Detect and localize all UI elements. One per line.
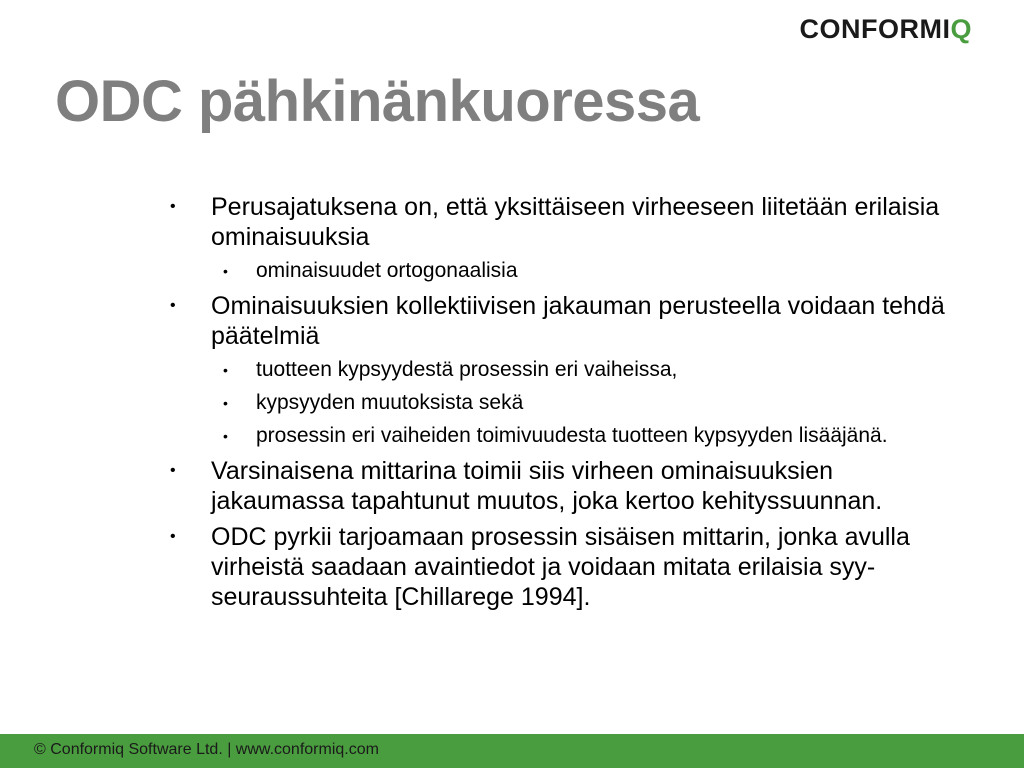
bullet-item	[170, 522, 960, 612]
bullet-dot-icon: •	[170, 297, 176, 314]
sub-bullet-text: kypsyyden muutoksista sekä	[256, 391, 524, 414]
bullet-text: ODC pyrkii tarjoamaan prosessin sisäisen mittarin, jonka avulla virheistä saadaan avaintiedot ja voidaan mitata erilaisia syy-seuraussuhteita [Chillarege 1994].	[211, 523, 910, 611]
bullet-dot-icon: •	[170, 198, 176, 215]
sub-bullet-item	[211, 258, 960, 284]
bullet-text: Perusajatuksena on, että yksittäiseen virheeseen liitetään erilaisia ominaisuuksia	[211, 193, 940, 251]
sub-bullet-item	[211, 390, 960, 416]
footer-copyright: © Conformiq Software Ltd. | www.conformiq.com	[34, 741, 379, 758]
sub-bullet-dot-icon: •	[223, 395, 228, 411]
bullet-dot-icon: •	[170, 528, 176, 545]
sub-bullet-list	[211, 357, 960, 449]
bullet-item	[170, 456, 960, 516]
conformiq-logo	[800, 14, 973, 45]
sub-bullet-dot-icon: •	[223, 428, 228, 444]
sub-bullet-dot-icon: •	[223, 362, 228, 378]
bullet-text: Varsinaisena mittarina toimii siis virheen ominaisuuksien jakaumassa tapahtunut muutos, joka kertoo kehityssuunnan.	[211, 457, 883, 515]
sub-bullet-dot-icon: •	[223, 263, 228, 279]
sub-bullet-item	[211, 357, 960, 383]
sub-bullet-text: ominaisuudet ortogonaalisia	[256, 259, 518, 282]
bullet-dot-icon: •	[170, 462, 176, 479]
slide-title: ODC pähkinänkuoressa	[55, 69, 700, 134]
logo-accent-letter: Q	[950, 14, 972, 44]
sub-bullet-text: tuotteen kypsyydestä prosessin eri vaiheissa,	[256, 358, 678, 381]
bullet-list	[170, 192, 960, 612]
bullet-item	[170, 192, 960, 284]
footer-bar	[0, 734, 1024, 768]
bullet-item	[170, 291, 960, 449]
bullet-content	[170, 192, 960, 618]
sub-bullet-list	[211, 258, 960, 284]
bullet-text: Ominaisuuksien kollektiivisen jakauman perusteella voidaan tehdä päätelmiä	[211, 292, 945, 350]
logo-text: CONFORMI	[799, 14, 951, 44]
sub-bullet-text: prosessin eri vaiheiden toimivuudesta tuotteen kypsyyden lisääjänä.	[256, 424, 888, 447]
sub-bullet-item	[211, 423, 960, 449]
